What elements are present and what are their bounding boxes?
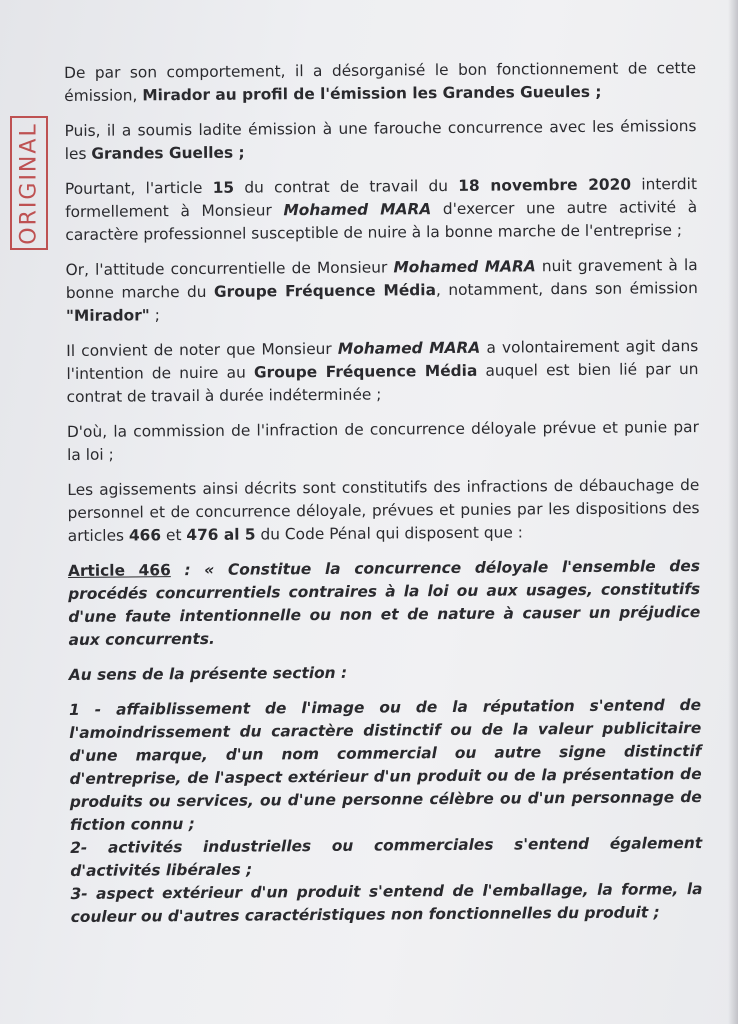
paragraph-segment: D'où, la commission de l'infraction de concurrence déloyale prévue et punie par la loi ; xyxy=(66,418,699,464)
paragraph-segment: "Mirador" xyxy=(65,306,150,325)
original-stamp xyxy=(10,116,48,250)
page-edge-shadow xyxy=(728,0,738,1024)
paragraph-segment: et xyxy=(160,526,187,545)
paragraph-p6 xyxy=(67,416,699,467)
paragraph-segment: ; xyxy=(149,306,160,325)
paragraph-segment: Il convient de noter que Monsieur xyxy=(66,339,338,360)
paragraph-segment: , notamment, dans son émission xyxy=(435,279,698,300)
definition-list xyxy=(69,694,703,929)
paragraph-segment: du contrat de travail du xyxy=(234,176,459,197)
paragraph-segment: 476 al 5 xyxy=(186,525,256,545)
paragraph-segment: 466 xyxy=(128,526,162,545)
paragraph-segment: interdit formellement à Monsieur xyxy=(65,175,698,221)
paragraph-segment: Au sens de la présente section : xyxy=(68,663,348,684)
paragraph-segment: Article 466 xyxy=(67,561,171,580)
paragraph-list xyxy=(64,57,701,687)
paragraph-segment: Mohamed MARA xyxy=(283,200,432,220)
paragraph-segment: Les agissements ainsi décrits sont constitutifs des infractions de débauchage de personnel et de concurrence déloyale, prévues et punies par les dispositions des articles xyxy=(67,476,700,545)
document-body xyxy=(64,57,703,929)
paragraph-segment: Mirador au profil de l'émission les Grandes Gueules ; xyxy=(142,82,602,105)
paragraph-p4 xyxy=(66,254,699,328)
list-item-l2: 2- activités industrielles ou commerciales s'entend également d'activités libérales ; xyxy=(70,834,703,880)
paragraph-p8 xyxy=(68,555,701,652)
paragraph-segment: Puis, il a soumis ladite émission à une farouche concurrence avec les émissions les xyxy=(64,117,697,163)
paragraph-segment: auquel est bien lié par un contrat de travail à durée indéterminée ; xyxy=(66,360,699,406)
paragraph-p7 xyxy=(67,474,700,548)
paragraph-p9 xyxy=(69,659,701,687)
paragraph-segment: 18 novembre 2020 xyxy=(458,175,632,195)
paragraph-p3 xyxy=(65,173,698,247)
paragraph-segment: Pourtant, l'article xyxy=(64,178,213,198)
stamp-text: ORIGINAL xyxy=(16,121,42,245)
paragraph-segment: Groupe Fréquence Média xyxy=(253,361,478,382)
paragraph-segment: Grandes Guelles ; xyxy=(91,143,245,163)
paragraph-segment: : « Constitue la concurrence déloyale l'ensemble des procédés concurrentiels contraires à la loi ou aux usages, constitutifs d'une faute intentionnelle ou non et de nature à causer un préjudice aux concurrents. xyxy=(68,557,701,649)
paragraph-segment: Mohamed MARA xyxy=(393,257,536,277)
paragraph-p5 xyxy=(66,335,699,409)
paragraph-segment: d'exercer une autre activité à caractère professionnel susceptible de nuire à la bonne marche de l'entreprise ; xyxy=(65,198,698,244)
paragraph-p1 xyxy=(64,57,696,108)
list-item-l1: 1 - affaiblissement de l'image ou de la réputation s'entend de l'amoindrissement du caractère distinctif ou de la valeur publicitaire d'une marque, d'un nom commercial ou autre signe distinctif d'entreprise, de l'aspect extérieur d'un produit ou de la présentation de produits ou services, ou d'une personne célèbre ou d'un personnage de fiction connu ; xyxy=(69,696,702,834)
paragraph-segment: Groupe Fréquence Média xyxy=(213,281,436,301)
paragraph-segment: Or, l'attitude concurrentielle de Monsieur xyxy=(65,258,394,279)
paragraph-segment: du Code Pénal qui disposent que : xyxy=(255,523,523,544)
paragraph-segment: De par son comportement, il a désorganisé le bon fonctionnement de cette émission, xyxy=(64,59,697,105)
paragraph-segment: a volontairement agit dans l'intention de nuire au xyxy=(66,337,699,383)
list-item-l3: 3- aspect extérieur d'un produit s'entend de l'emballage, la forme, la couleur ou d'autres caractéristiques non fonctionnelles du produit ; xyxy=(70,880,703,926)
paragraph-segment: nuit gravement à la bonne marche du xyxy=(65,256,698,302)
paragraph-segment: Mohamed MARA xyxy=(337,338,481,358)
paragraph-p2 xyxy=(64,115,696,166)
paragraph-segment: 15 xyxy=(212,178,235,197)
